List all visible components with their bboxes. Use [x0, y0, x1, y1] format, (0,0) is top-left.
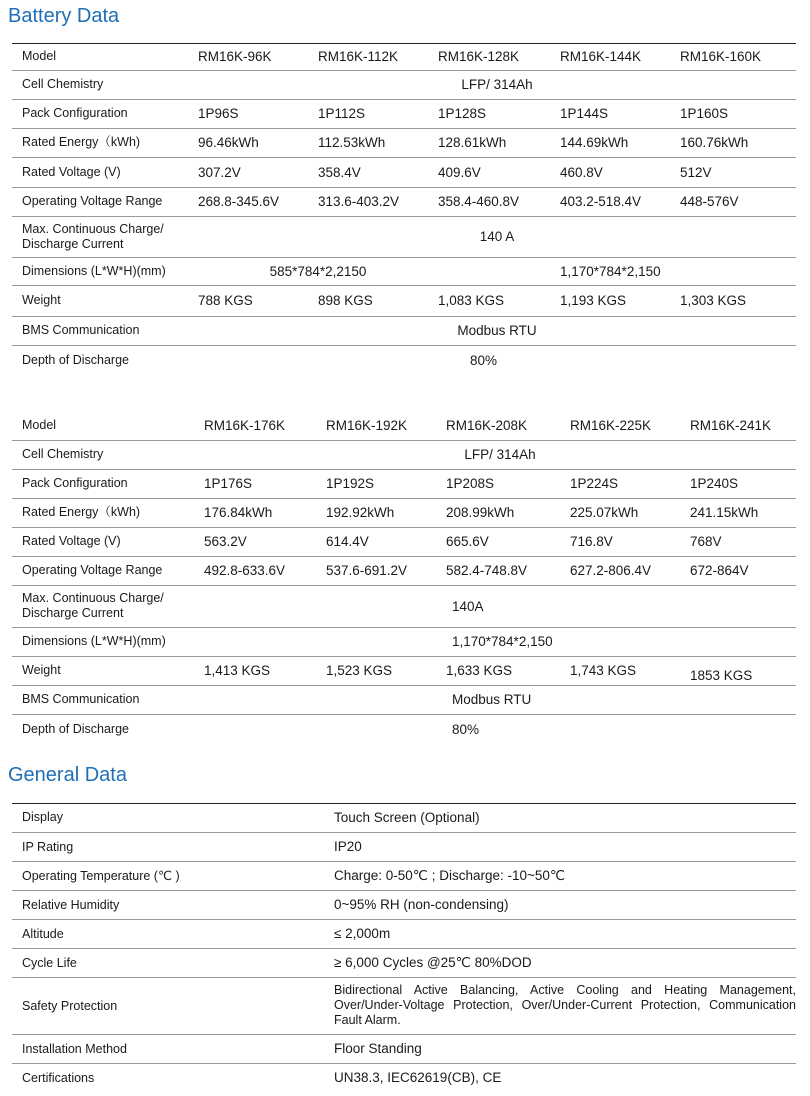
row-value: Touch Screen (Optional): [330, 803, 796, 832]
op-range-cell: 492.8-633.6V: [204, 556, 326, 585]
energy-cell: 225.07kWh: [570, 498, 690, 527]
energy-cell: 144.69kWh: [560, 128, 680, 157]
table-row: [12, 948, 796, 977]
battery-data-title: Battery Data: [8, 5, 120, 27]
row-value: IP20: [330, 832, 796, 861]
pack-cell: 1P96S: [198, 99, 318, 128]
bms-value: Modbus RTU: [204, 685, 796, 714]
row-label: Depth of Discharge: [22, 353, 130, 368]
op-range-cell: 582.4-748.8V: [446, 556, 570, 585]
weight-cell: 1,523 KGS: [326, 656, 446, 685]
row-value: Bidirectional Active Balancing, Active Cooling and Heating Management, Over/Under-Voltage Protection, Over/Under-Current Protection, Communication Fault Alarm.: [330, 977, 796, 1034]
op-range-cell: 358.4-460.8V: [438, 187, 560, 216]
voltage-cell: 665.6V: [446, 527, 570, 556]
row-value: 0~95% RH (non-condensing): [330, 890, 796, 919]
table-row: [12, 832, 796, 861]
voltage-cell: 409.6V: [438, 157, 560, 187]
voltage-cell: 614.4V: [326, 527, 446, 556]
row-value: Floor Standing: [330, 1034, 796, 1063]
row-label: Depth of Discharge: [22, 721, 130, 736]
battery-table-2: [12, 412, 796, 744]
table-row-cell-chemistry: [12, 440, 796, 469]
table-row: [12, 1034, 796, 1063]
row-label: Rated Voltage (V): [12, 527, 204, 556]
model-cell: RM16K-225K: [570, 412, 690, 440]
table-row: [12, 977, 796, 1034]
table-row-dimensions: [12, 257, 796, 285]
table-row-weight: [12, 656, 796, 685]
row-label: Certifications: [22, 1070, 95, 1085]
pack-cell: 1P192S: [326, 469, 446, 498]
weight-cell: 1,193 KGS: [560, 285, 680, 316]
row-label: Pack Configuration: [12, 99, 198, 128]
op-range-cell: 672-864V: [690, 556, 796, 585]
table-row-weight: [12, 285, 796, 316]
current-label-line-2: Discharge Current: [22, 606, 124, 620]
table-row-bms: [12, 316, 796, 345]
row-label: Rated Voltage (V): [12, 157, 198, 187]
row-label: Pack Configuration: [12, 469, 204, 498]
row-label: Model: [12, 43, 198, 70]
row-label: Cycle Life: [12, 948, 330, 977]
table-row: [12, 803, 796, 832]
energy-cell: 112.53kWh: [318, 128, 438, 157]
row-label: BMS Communication: [12, 316, 198, 345]
dimensions-value-b: 1,170*784*2,150: [560, 257, 796, 285]
battery-table-1: [12, 43, 796, 376]
pack-cell: 1P240S: [690, 469, 796, 498]
energy-cell: 96.46kWh: [198, 128, 318, 157]
table-row: [12, 861, 796, 890]
table-row-dod: [12, 345, 796, 376]
row-label: Weight: [12, 656, 204, 685]
dod-value: 80%: [452, 721, 480, 737]
voltage-cell: 512V: [680, 157, 796, 187]
dimensions-value-a: 585*784*2,2150: [198, 257, 438, 285]
row-label: Display: [12, 803, 330, 832]
table-row-energy: [12, 498, 796, 527]
weight-cell: 898 KGS: [318, 285, 438, 316]
op-range-cell: 627.2-806.4V: [570, 556, 690, 585]
table-row-bms: [12, 685, 796, 714]
table-row-op-range: [12, 187, 796, 216]
row-label: Cell Chemistry: [12, 70, 198, 99]
voltage-cell: 716.8V: [570, 527, 690, 556]
table-row-model: [12, 412, 796, 440]
op-range-cell: 268.8-345.6V: [198, 187, 318, 216]
energy-cell: 241.15kWh: [690, 498, 796, 527]
cell-chemistry-value: LFP/ 314Ah: [198, 70, 796, 99]
row-value: Charge: 0-50℃ ; Discharge: -10~50℃: [330, 861, 796, 890]
weight-cell: 1853 KGS: [690, 656, 796, 685]
energy-cell: 192.92kWh: [326, 498, 446, 527]
row-label: Dimensions (L*W*H)(mm): [12, 257, 198, 285]
dimensions-value: 1,170*784*2,150: [204, 627, 796, 656]
row-label: Installation Method: [12, 1034, 330, 1063]
table-row: [12, 1063, 796, 1092]
table-row-model: [12, 43, 796, 70]
model-cell: RM16K-112K: [318, 43, 438, 70]
pack-cell: 1P208S: [446, 469, 570, 498]
weight-cell: 1,743 KGS: [570, 656, 690, 685]
model-cell: RM16K-241K: [690, 412, 796, 440]
row-label: Rated Energy（kWh): [12, 128, 198, 157]
row-label: [12, 585, 204, 627]
pack-cell: 1P112S: [318, 99, 438, 128]
table-row-voltage: [12, 527, 796, 556]
table-row-voltage: [12, 157, 796, 187]
row-label: IP Rating: [12, 832, 330, 861]
table-row-pack: [12, 99, 796, 128]
model-cell: RM16K-144K: [560, 43, 680, 70]
pack-cell: 1P160S: [680, 99, 796, 128]
energy-cell: 208.99kWh: [446, 498, 570, 527]
row-label: Operating Voltage Range: [12, 556, 204, 585]
row-label: Weight: [12, 285, 198, 316]
table-row-op-range: [12, 556, 796, 585]
voltage-cell: 307.2V: [198, 157, 318, 187]
row-label: Model: [12, 412, 204, 440]
row-label: Dimensions (L*W*H)(mm): [12, 627, 204, 656]
row-label: Operating Temperature (℃ ): [12, 861, 330, 890]
table-row: [12, 890, 796, 919]
model-cell: RM16K-176K: [204, 412, 326, 440]
weight-cell: 788 KGS: [198, 285, 318, 316]
op-range-cell: 537.6-691.2V: [326, 556, 446, 585]
row-label: BMS Communication: [12, 685, 204, 714]
table-row-cell-chemistry: [12, 70, 796, 99]
weight-cell: 1,083 KGS: [438, 285, 560, 316]
general-data-title: General Data: [8, 764, 127, 786]
voltage-cell: 460.8V: [560, 157, 680, 187]
table-row-current: [12, 585, 796, 627]
model-cell: RM16K-128K: [438, 43, 560, 70]
energy-cell: 128.61kWh: [438, 128, 560, 157]
general-table: [12, 803, 796, 1092]
bms-value: Modbus RTU: [198, 316, 796, 345]
voltage-cell: 768V: [690, 527, 796, 556]
model-cell: RM16K-208K: [446, 412, 570, 440]
row-label: Operating Voltage Range: [12, 187, 198, 216]
weight-cell: 1,413 KGS: [204, 656, 326, 685]
current-label-line-2: Discharge Current: [22, 236, 124, 251]
row-value: UN38.3, IEC62619(CB), CE: [334, 1070, 502, 1086]
current-value: 140 A: [198, 216, 796, 257]
dod-value: 80%: [470, 353, 498, 369]
current-label-line-1: Max. Continuous Charge/: [22, 221, 164, 236]
cell-chemistry-value: LFP/ 314Ah: [204, 440, 796, 469]
table-row-energy: [12, 128, 796, 157]
table-row-current: [12, 216, 796, 257]
energy-cell: 176.84kWh: [204, 498, 326, 527]
voltage-cell: 358.4V: [318, 157, 438, 187]
weight-cell: 1,633 KGS: [446, 656, 570, 685]
row-value: ≥ 6,000 Cycles @25℃ 80%DOD: [330, 948, 796, 977]
pack-cell: 1P176S: [204, 469, 326, 498]
op-range-cell: 313.6-403.2V: [318, 187, 438, 216]
op-range-cell: 448-576V: [680, 187, 796, 216]
current-label-line-1: Max. Continuous Charge/: [22, 591, 164, 605]
row-label: Cell Chemistry: [12, 440, 204, 469]
row-value: ≤ 2,000m: [330, 919, 796, 948]
row-label: Altitude: [12, 919, 330, 948]
current-value: 140A: [204, 585, 796, 627]
pack-cell: 1P144S: [560, 99, 680, 128]
table-row-dimensions: [12, 627, 796, 656]
row-label: [12, 216, 198, 257]
table-row-pack: [12, 469, 796, 498]
model-cell: RM16K-160K: [680, 43, 796, 70]
model-cell: RM16K-192K: [326, 412, 446, 440]
weight-cell: 1,303 KGS: [680, 285, 796, 316]
pack-cell: 1P128S: [438, 99, 560, 128]
voltage-cell: 563.2V: [204, 527, 326, 556]
row-label: Safety Protection: [12, 977, 330, 1034]
energy-cell: 160.76kWh: [680, 128, 796, 157]
table-row: [12, 919, 796, 948]
pack-cell: 1P224S: [570, 469, 690, 498]
row-label: Relative Humidity: [12, 890, 330, 919]
table-row-dod: [12, 714, 796, 744]
op-range-cell: 403.2-518.4V: [560, 187, 680, 216]
row-label: Rated Energy（kWh): [12, 498, 204, 527]
model-cell: RM16K-96K: [198, 43, 318, 70]
